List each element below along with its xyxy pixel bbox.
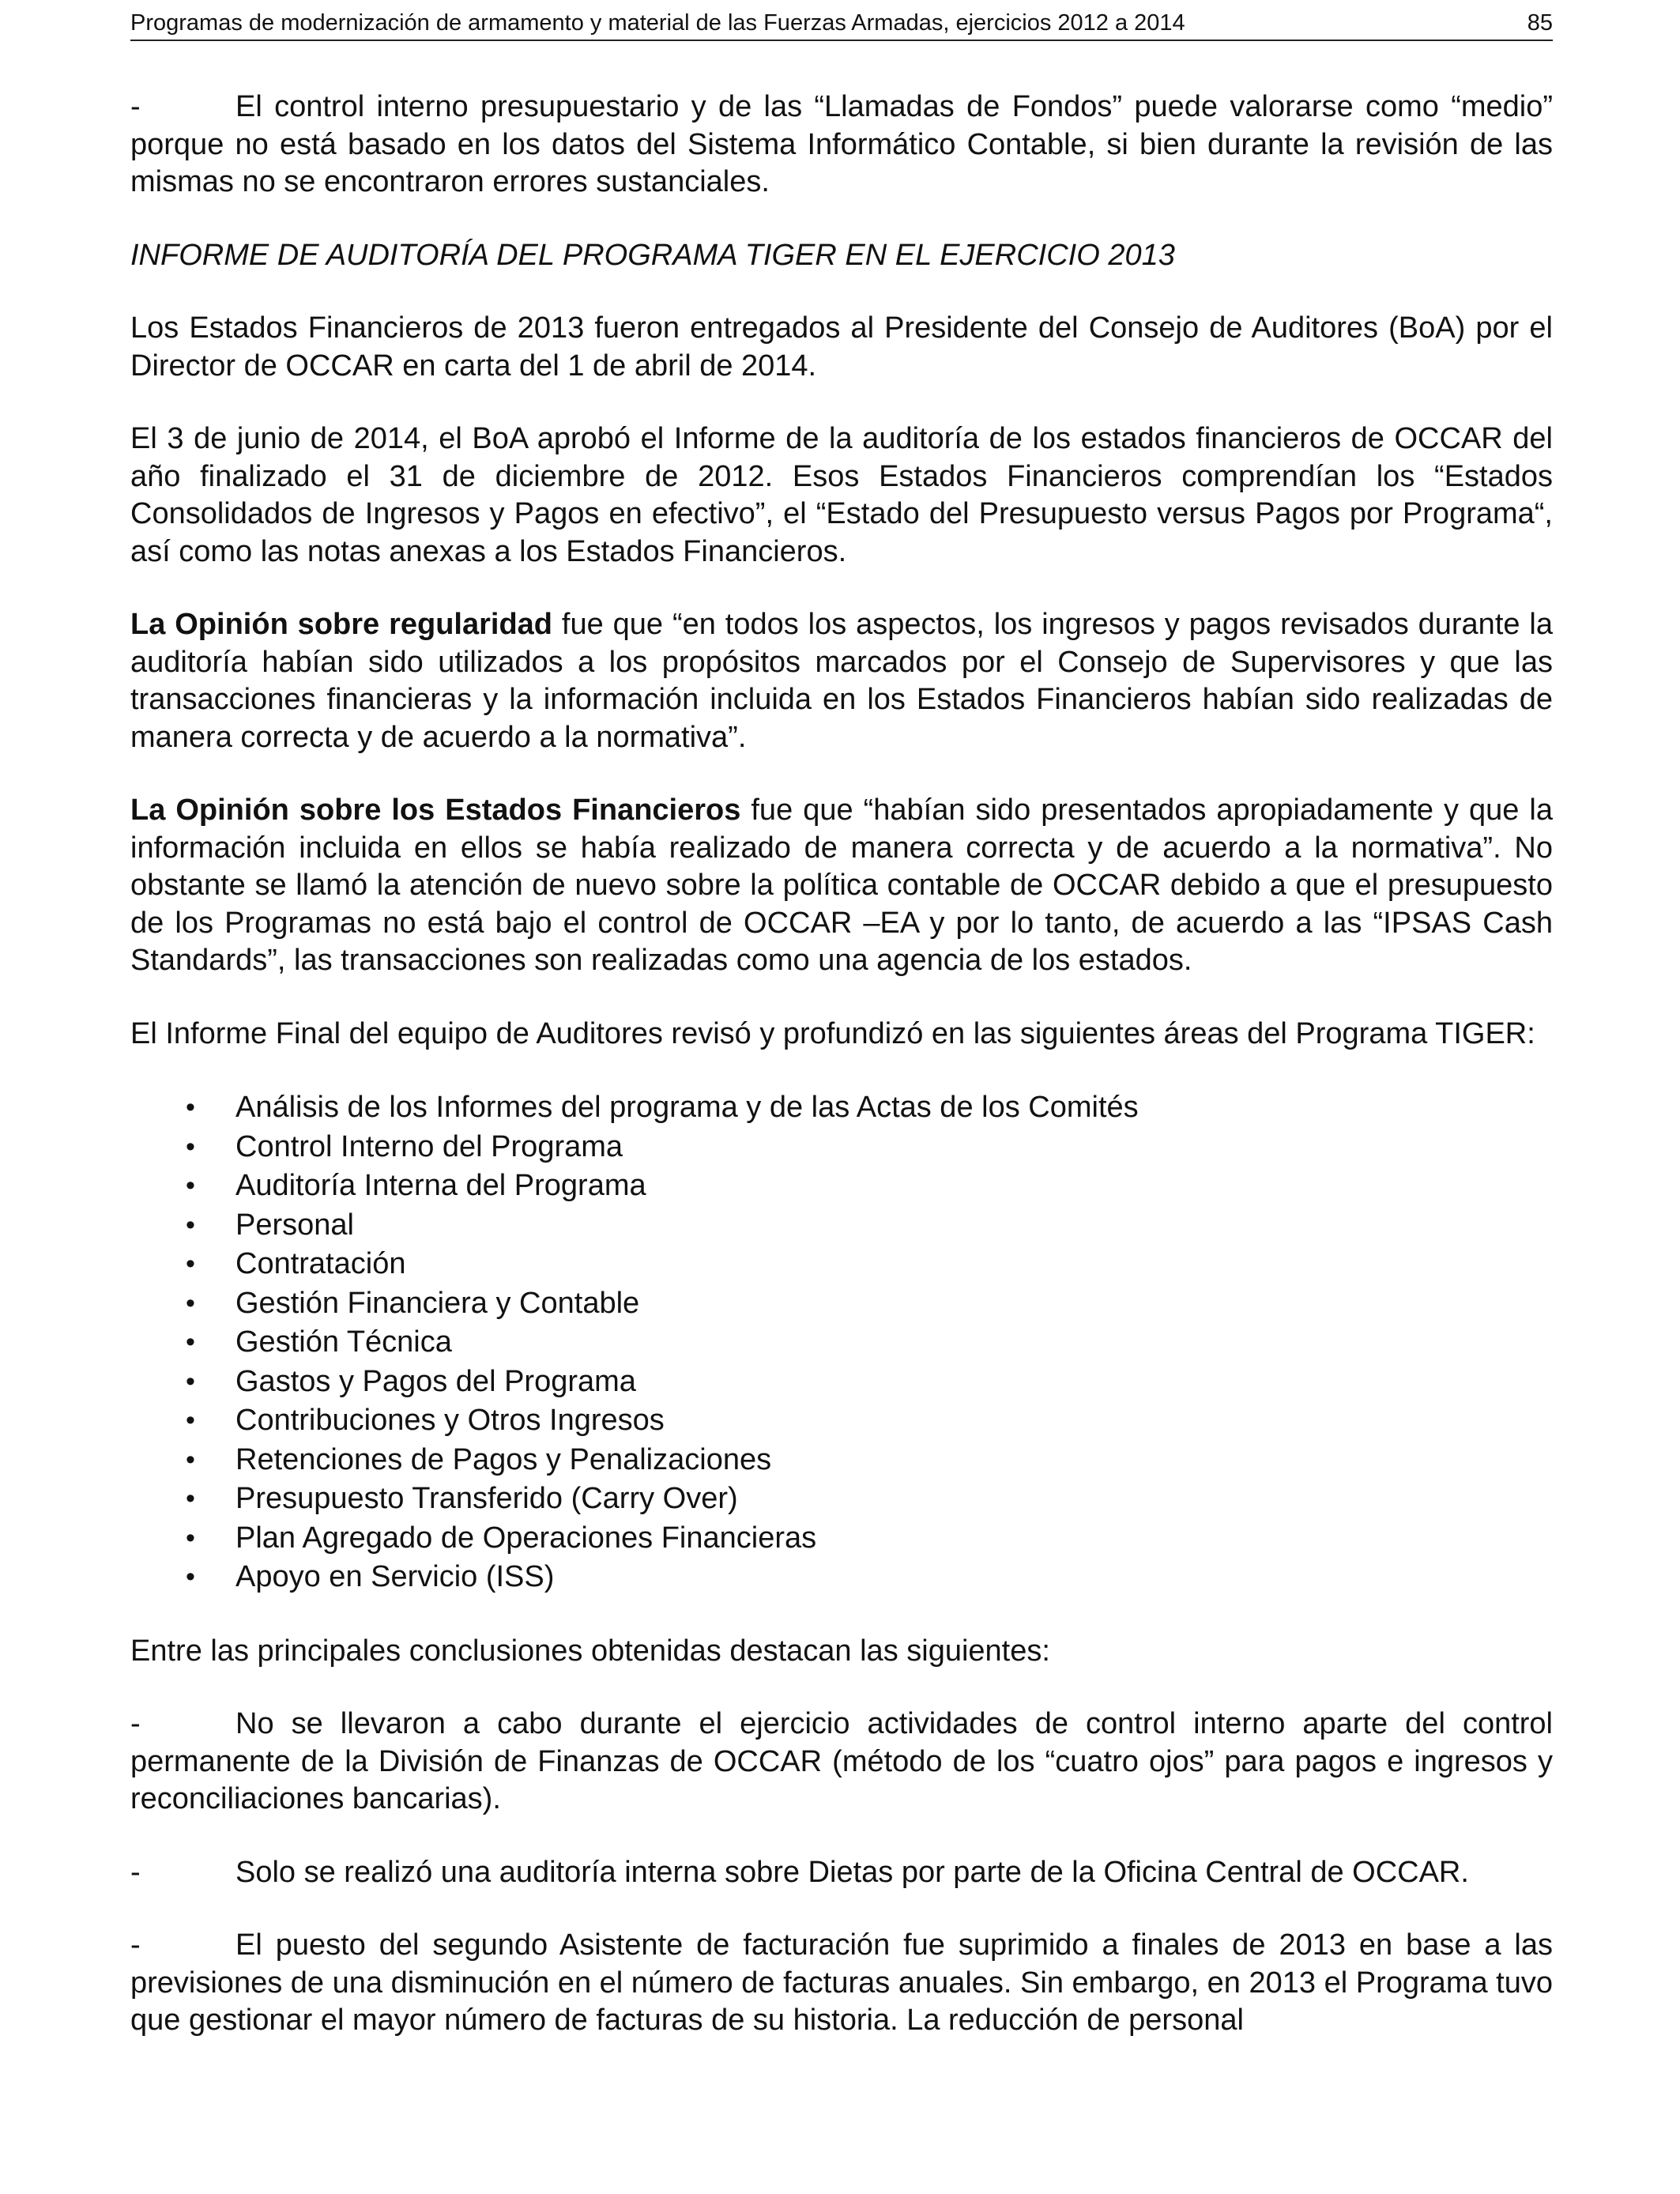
- list-item-label: Gestión Técnica: [235, 1325, 452, 1359]
- dash-marker: -: [130, 1707, 141, 1740]
- list-item-label: Control Interno del Programa: [235, 1129, 623, 1163]
- list-item-label: Contribuciones y Otros Ingresos: [235, 1404, 665, 1437]
- paragraph-text: No se llevaron a cabo durante el ejercicio actividades de control interno aparte del control permanente de la División de Finanzas de OCCAR (método de los “cuatro ojos” para pagos e ingresos y reconciliaciones bancarias).: [130, 1707, 1553, 1815]
- list-item: [130, 1401, 1553, 1441]
- paragraph-opinion-regularidad: [130, 606, 1553, 756]
- paragraph-informe-final: El Informe Final del equipo de Auditores revisó y profundizó en las siguientes áreas del Programa TIGER:: [130, 1016, 1535, 1050]
- paragraph-conclusiones-intro: Entre las principales conclusiones obtenidas destacan las siguientes:: [130, 1634, 1050, 1668]
- dash-marker: -: [130, 90, 141, 123]
- paragraph-text: El control interno presupuestario y de las “Llamadas de Fondos” puede valorarse como “medio” porque no está basado en los datos del Sistema Informático Contable, si bien durante la revisión de las mismas no se encontraron errores sustanciales.: [130, 90, 1553, 198]
- paragraph-conclusion-control: [130, 1706, 1553, 1819]
- list-item-label: Gastos y Pagos del Programa: [235, 1364, 636, 1398]
- paragraph-opinion-estados: [130, 792, 1553, 980]
- body-text: [130, 89, 1553, 2075]
- bullet-icon: •: [186, 1131, 195, 1162]
- list-item: [130, 1480, 1553, 1519]
- bullet-icon: •: [186, 1092, 195, 1122]
- list-item-label: Contratación: [235, 1247, 406, 1280]
- bullet-icon: •: [186, 1287, 195, 1318]
- list-item-label: Presupuesto Transferido (Carry Over): [235, 1482, 738, 1515]
- dash-marker: -: [130, 1928, 141, 1962]
- paragraph-estados-financieros: Los Estados Financieros de 2013 fueron entregados al Presidente del Consejo de Auditores (BoA) por el Director de OCCAR en carta del 1 de abril de 2014.: [130, 311, 1553, 383]
- section-heading: INFORME DE AUDITORÍA DEL PROGRAMA TIGER EN EL EJERCICIO 2013: [130, 238, 1175, 272]
- list-item: [130, 1128, 1553, 1167]
- bullet-icon: •: [186, 1444, 195, 1475]
- bullet-icon: •: [186, 1562, 195, 1592]
- paragraph-text: fue que “en todos los aspectos, los ingresos y pagos revisados durante la auditoría habían sido utilizados a los propósitos marcados por el Consejo de Supervisores y que las transacciones financieras y la información incluida en los Estados Financieros habían sido realizadas de manera correcta y de acuerdo a la normativa”.: [130, 608, 1553, 754]
- paragraph-control-interno: [130, 89, 1553, 202]
- page-number: 85: [1527, 10, 1553, 36]
- list-item: [130, 1519, 1553, 1559]
- header-title: Programas de modernización de armamento y material de las Fuerzas Armadas, ejercicios 2012 a 2014: [130, 10, 1185, 36]
- audit-areas-list: [130, 1088, 1553, 1597]
- list-item: [130, 1245, 1553, 1284]
- paragraph-text: El puesto del segundo Asistente de facturación fue suprimido a finales de 2013 en base a las previsiones de una disminución en el número de facturas anuales. Sin embargo, en 2013 el Programa tuvo que gestionar el mayor número de facturas de su historia. La reducción de personal: [130, 1928, 1553, 2037]
- list-item: [130, 1323, 1553, 1363]
- list-item: [130, 1206, 1553, 1246]
- dash-marker: -: [130, 1855, 141, 1889]
- bullet-icon: •: [186, 1522, 195, 1553]
- paragraph-text: Solo se realizó una auditoría interna sobre Dietas por parte de la Oficina Central de OCCAR.: [235, 1855, 1469, 1889]
- paragraph-conclusion-dietas: [130, 1854, 1553, 1892]
- list-item: [130, 1088, 1553, 1128]
- running-header: [130, 0, 1553, 41]
- bullet-icon: •: [186, 1209, 195, 1240]
- list-item: [130, 1284, 1553, 1324]
- bold-lead: La Opinión sobre regularidad: [130, 608, 553, 641]
- bullet-icon: •: [186, 1249, 195, 1279]
- list-item-label: Análisis de los Informes del programa y de las Actas de los Comités: [235, 1091, 1139, 1124]
- paragraph-boa-aprobacion: El 3 de junio de 2014, el BoA aprobó el Informe de la auditoría de los estados financieros de OCCAR del año finalizado el 31 de diciembre de 2012. Esos Estados Financieros comprendían los “Estados Consolidados de Ingresos y Pagos en efectivo”, el “Estado del Presupuesto versus Pagos por Programa“, así como las notas anexas a los Estados Financieros.: [130, 422, 1553, 568]
- paragraph-conclusion-asistente: [130, 1927, 1553, 2040]
- list-item-label: Auditoría Interna del Programa: [235, 1169, 646, 1202]
- bullet-icon: •: [186, 1483, 195, 1514]
- list-item: [130, 1363, 1553, 1402]
- paragraph-text: fue que “habían sido presentados apropiadamente y que la información incluida en ellos se había realizado de manera correcta y de acuerdo a la normativa”. No obstante se llamó la atención de nuevo sobre la política contable de OCCAR debido a que el presupuesto de los Programas no está bajo el control de OCCAR –EA y por lo tanto, de acuerdo a las “IPSAS Cash Standards”, las transacciones son realizadas como una agencia de los estados.: [130, 794, 1553, 977]
- list-item: [130, 1167, 1553, 1206]
- list-item: [130, 1558, 1553, 1597]
- list-item-label: Plan Agregado de Operaciones Financieras: [235, 1521, 817, 1555]
- list-item: [130, 1441, 1553, 1480]
- bullet-icon: •: [186, 1405, 195, 1435]
- bold-lead: La Opinión sobre los Estados Financieros: [130, 794, 741, 827]
- bullet-icon: •: [186, 1171, 195, 1201]
- bullet-icon: •: [186, 1327, 195, 1357]
- bullet-icon: •: [186, 1366, 195, 1397]
- list-item-label: Retenciones de Pagos y Penalizaciones: [235, 1442, 772, 1476]
- list-item-label: Apoyo en Servicio (ISS): [235, 1560, 555, 1593]
- list-item-label: Personal: [235, 1208, 354, 1242]
- list-item-label: Gestión Financiera y Contable: [235, 1286, 640, 1320]
